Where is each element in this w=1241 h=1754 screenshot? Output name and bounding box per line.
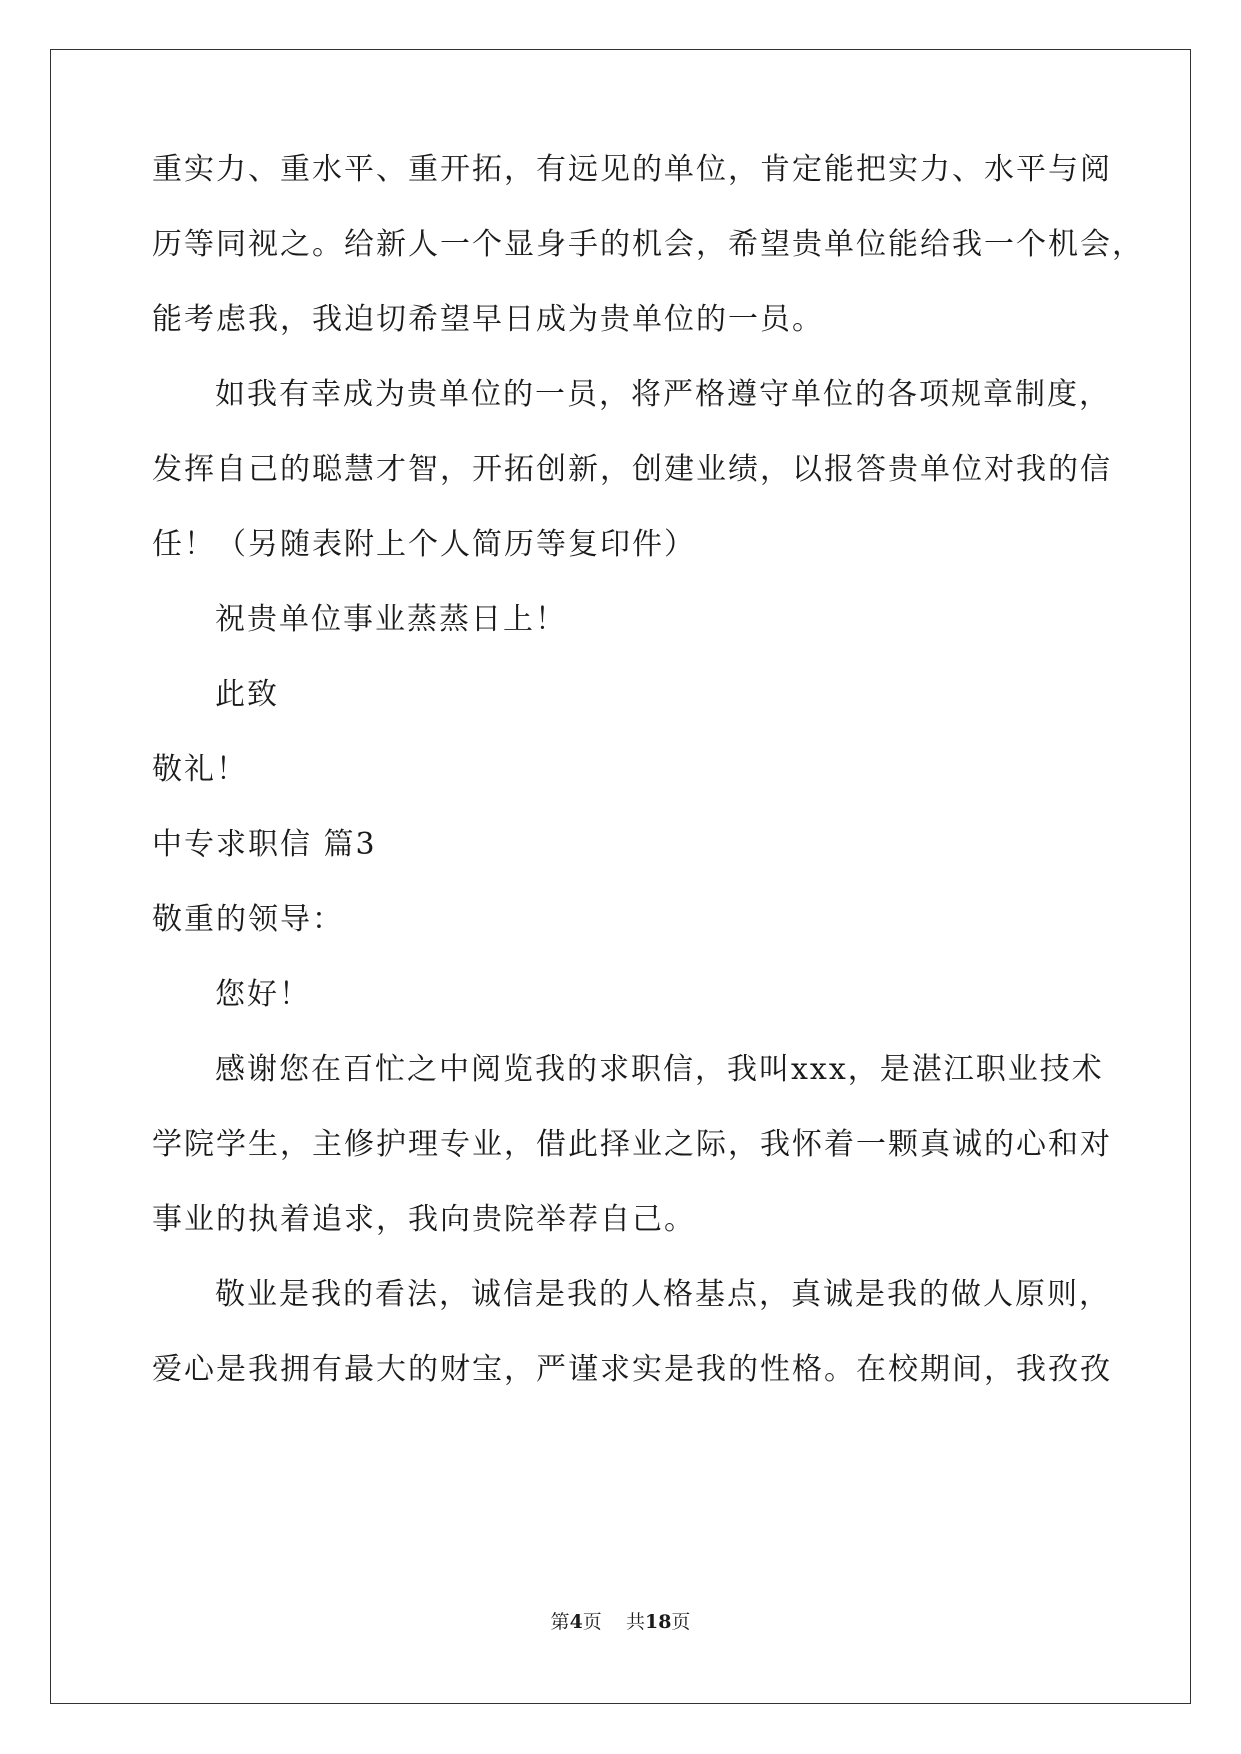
closing-regards: 敬礼！	[152, 752, 248, 787]
page-border	[50, 49, 1191, 1704]
paragraph-line: 如我有幸成为贵单位的一员，将严格遵守单位的各项规章制度，	[215, 377, 1111, 412]
paragraph-line: 发挥自己的聪慧才智，开拓创新，创建业绩，以报答贵单位对我的信	[152, 452, 1112, 487]
paragraph-line: 敬业是我的看法，诚信是我的人格基点，真诚是我的做人原则，	[215, 1277, 1111, 1312]
footer-middle: 页 共	[582, 1611, 645, 1633]
footer-prefix: 第	[550, 1611, 570, 1633]
paragraph-line: 重实力、重水平、重开拓，有远见的单位，肯定能把实力、水平与阅	[152, 152, 1112, 187]
paragraph-line: 历等同视之。给新人一个显身手的机会，希望贵单位能给我一个机会，	[152, 227, 1144, 262]
closing-salutation: 此致	[215, 677, 279, 712]
paragraph-line: 感谢您在百忙之中阅览我的求职信，我叫xxx，是湛江职业技术	[215, 1052, 1104, 1087]
total-page-count: 18	[644, 1611, 672, 1633]
page-footer	[0, 1610, 1241, 1634]
letter-hello: 您好！	[215, 977, 311, 1012]
paragraph-line: 任！（另随表附上个人简历等复印件）	[152, 527, 696, 562]
current-page-number: 4	[569, 1611, 583, 1633]
section-heading: 中专求职信 篇3	[152, 827, 377, 862]
paragraph-line: 爱心是我拥有最大的财宝，严谨求实是我的性格。在校期间，我孜孜	[152, 1352, 1112, 1387]
paragraph-line: 事业的执着追求，我向贵院举荐自己。	[152, 1202, 696, 1237]
footer-suffix: 页	[671, 1611, 691, 1633]
closing-wish: 祝贵单位事业蒸蒸日上！	[215, 602, 567, 637]
paragraph-line: 学院学生，主修护理专业，借此择业之际，我怀着一颗真诚的心和对	[152, 1127, 1112, 1162]
paragraph-line: 能考虑我，我迫切希望早日成为贵单位的一员。	[152, 302, 824, 337]
letter-greeting: 敬重的领导：	[152, 902, 344, 937]
